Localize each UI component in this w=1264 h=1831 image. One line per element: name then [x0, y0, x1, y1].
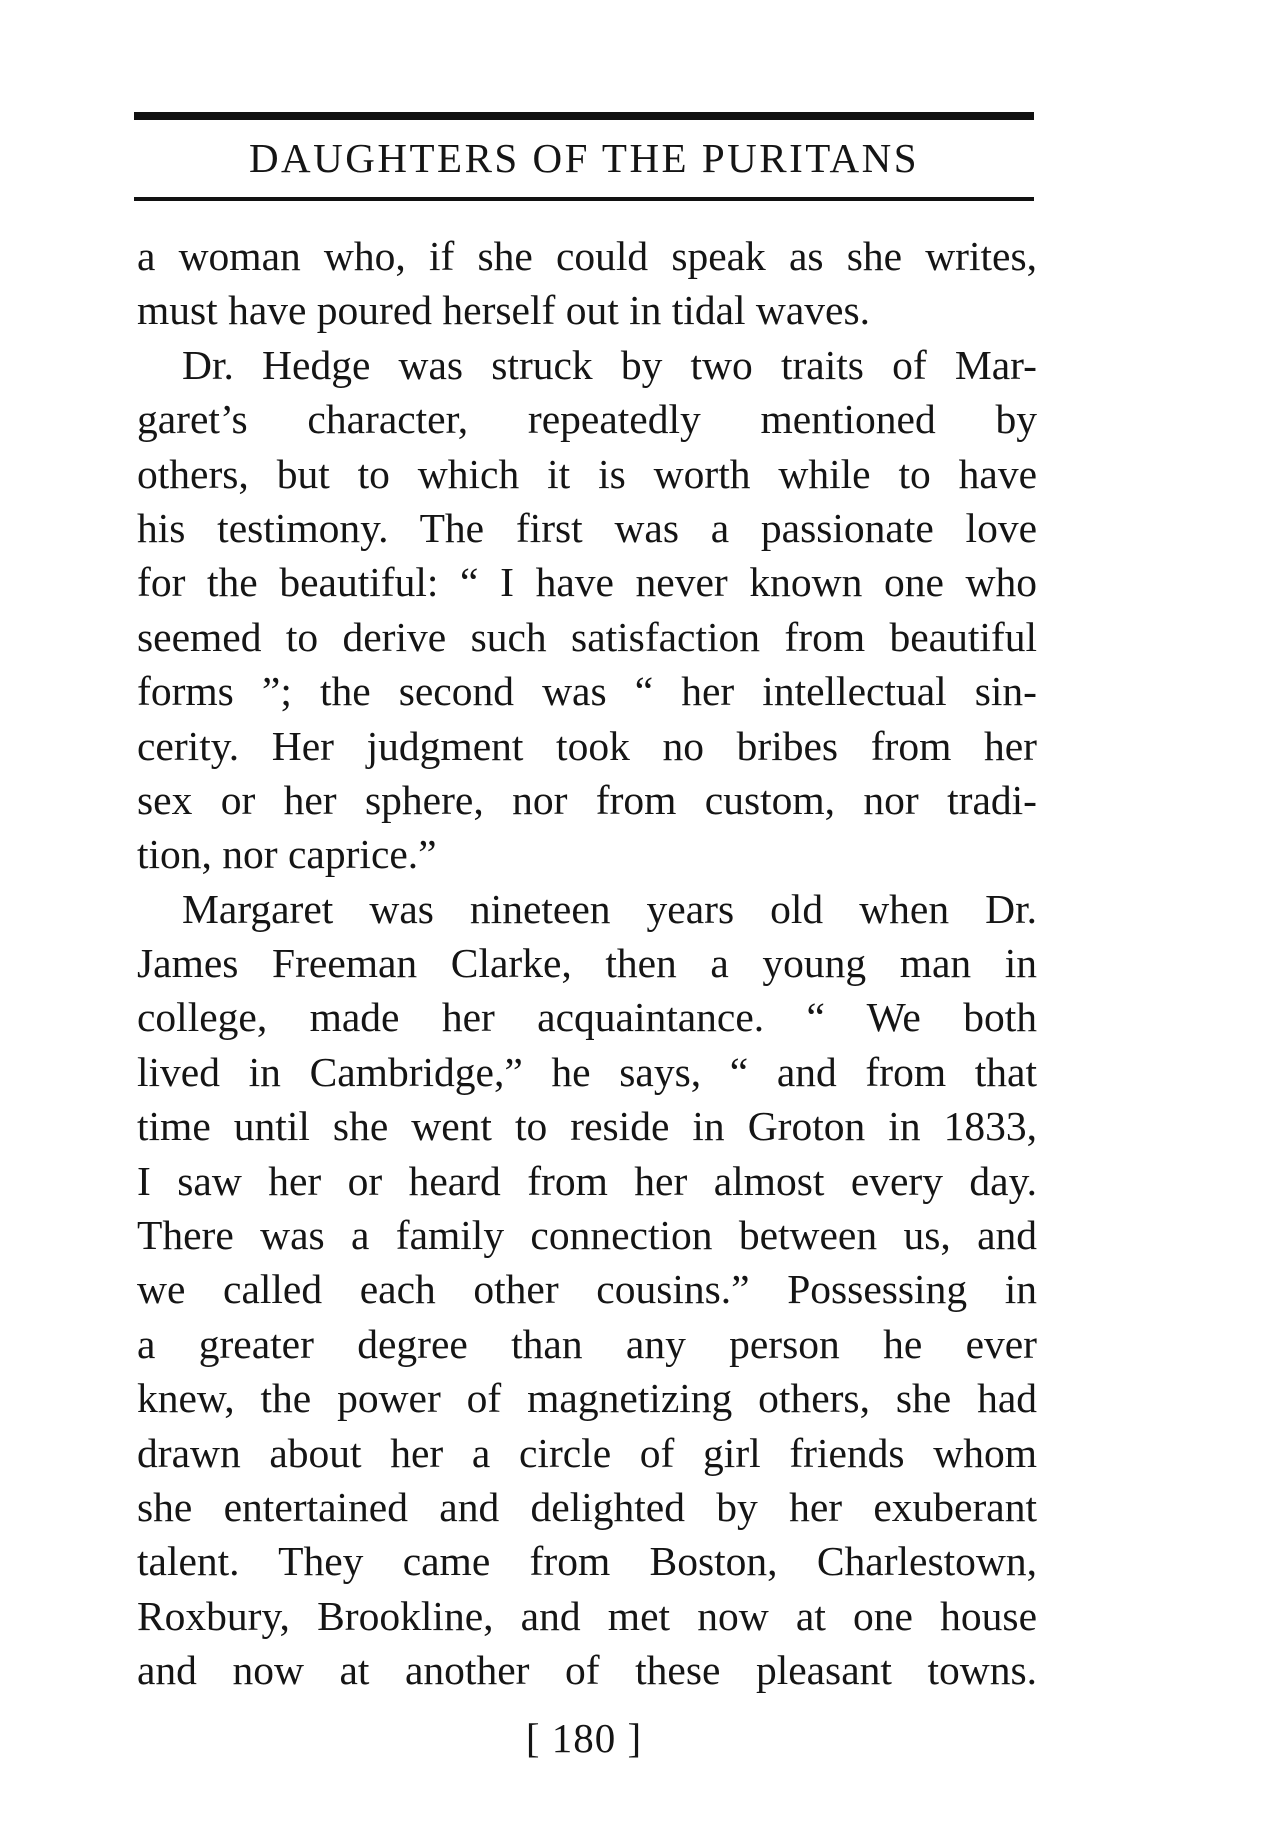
- text-line: must have poured herself out in tidal waves.: [137, 287, 870, 334]
- text-line: garet’s character, repeatedly mentioned by: [137, 396, 1037, 443]
- page-number: [ 180 ]: [525, 1715, 643, 1761]
- text-line: and now at another of these pleasant towns.: [137, 1647, 1037, 1694]
- text-line: lived in Cambridge,” he says, “ and from that: [137, 1048, 1037, 1095]
- text-line: his testimony. The first was a passionate love: [137, 504, 1037, 551]
- text-line: others, but to which it is worth while to have: [137, 450, 1037, 497]
- text-line: Dr. Hedge was struck by two traits of Mar-: [182, 341, 1037, 388]
- text-line: she entertained and delighted by her exuberant: [137, 1483, 1037, 1530]
- text-line: knew, the power of magnetizing others, she had: [137, 1375, 1037, 1422]
- text-line: There was a family connection between us, and: [137, 1212, 1037, 1259]
- header-rule-bottom: [134, 197, 1034, 201]
- text-line: talent. They came from Boston, Charlestown,: [137, 1538, 1037, 1585]
- text-line: forms ”; the second was “ her intellectual sin-: [137, 668, 1037, 715]
- text-line: college, made her acquaintance. “ We both: [137, 994, 1037, 1041]
- header-rule-top: [134, 112, 1034, 120]
- text-line: Margaret was nineteen years old when Dr.: [182, 885, 1037, 932]
- text-line: James Freeman Clarke, then a young man in: [137, 940, 1037, 987]
- text-line: seemed to derive such satisfaction from beautiful: [137, 613, 1037, 660]
- text-line: for the beautiful: “ I have never known one who: [137, 559, 1037, 606]
- text-line: a greater degree than any person he ever: [137, 1320, 1037, 1367]
- text-line: time until she went to reside in Groton in 1833,: [137, 1103, 1037, 1150]
- text-line: we called each other cousins.” Possessing in: [137, 1266, 1037, 1313]
- text-line: Roxbury, Brookline, and met now at one house: [137, 1592, 1037, 1639]
- text-line: I saw her or heard from her almost every day.: [137, 1157, 1037, 1204]
- text-line: a woman who, if she could speak as she writes,: [137, 233, 1037, 279]
- text-line: cerity. Her judgment took no bribes from her: [137, 722, 1037, 769]
- text-line: drawn about her a circle of girl friends whom: [137, 1429, 1037, 1476]
- body-text: [137, 229, 1037, 1698]
- text-line: tion, nor caprice.”: [137, 831, 437, 878]
- running-head: DAUGHTERS OF THE PURITANS: [248, 135, 920, 181]
- text-line: sex or her sphere, nor from custom, nor tradi-: [137, 776, 1037, 823]
